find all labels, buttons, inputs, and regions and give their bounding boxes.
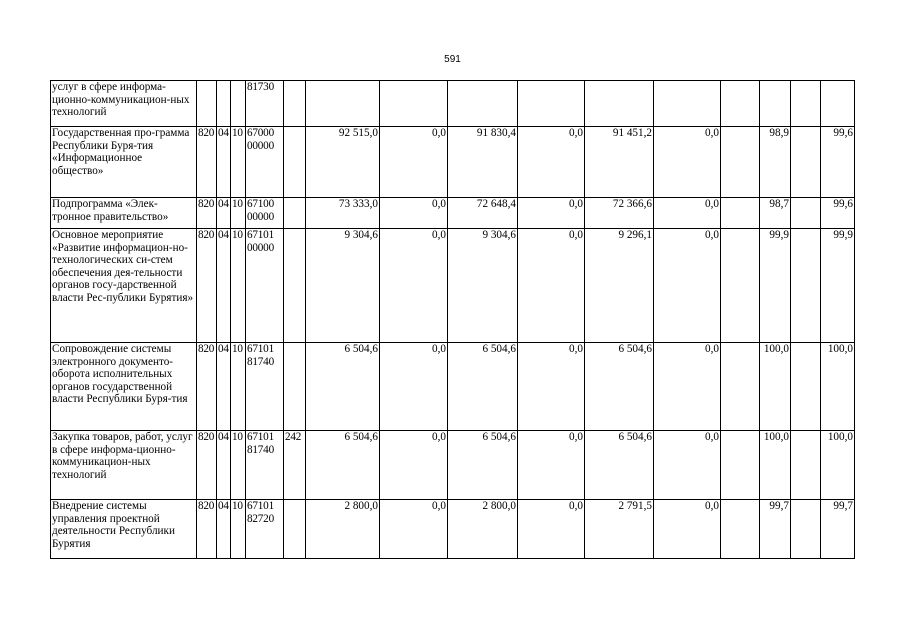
executed-amount-cell: 91 451,2 xyxy=(585,127,654,198)
section-code-cell: 04 xyxy=(217,198,231,229)
expense-type-code-cell xyxy=(284,229,306,343)
target-item-code-cell: 67100 00000 xyxy=(246,198,284,229)
budget-table xyxy=(50,80,855,559)
item-name-cell: Внедрение системы управления проектной деятельности Республики Бурятия xyxy=(51,500,197,559)
executed-federal-cell xyxy=(654,81,721,127)
table-row xyxy=(51,127,855,198)
empty-cell xyxy=(791,431,821,500)
schedule-federal-cell: 0,0 xyxy=(518,198,585,229)
empty-cell xyxy=(721,127,760,198)
ministry-code-cell: 820 xyxy=(197,127,217,198)
table-row xyxy=(51,229,855,343)
execution-percent-schedule-cell: 99,6 xyxy=(821,198,855,229)
empty-cell xyxy=(791,198,821,229)
budget-schedule-cell: 91 830,4 xyxy=(448,127,518,198)
budget-schedule-cell: 6 504,6 xyxy=(448,343,518,431)
expense-type-code-cell xyxy=(284,343,306,431)
expense-type-code-cell xyxy=(284,198,306,229)
approved-amount-cell: 2 800,0 xyxy=(306,500,380,559)
empty-cell xyxy=(791,127,821,198)
subsection-code-cell: 10 xyxy=(231,431,246,500)
empty-cell xyxy=(791,500,821,559)
target-item-code-cell: 67101 00000 xyxy=(246,229,284,343)
execution-percent-cell xyxy=(760,81,791,127)
subsection-code-cell: 10 xyxy=(231,500,246,559)
empty-cell xyxy=(791,229,821,343)
budget-schedule-cell: 6 504,6 xyxy=(448,431,518,500)
executed-amount-cell xyxy=(585,81,654,127)
expense-type-code-cell xyxy=(284,500,306,559)
approved-federal-cell: 0,0 xyxy=(380,343,448,431)
empty-cell xyxy=(721,81,760,127)
execution-percent-schedule-cell: 99,9 xyxy=(821,229,855,343)
subsection-code-cell: 10 xyxy=(231,198,246,229)
approved-amount-cell: 6 504,6 xyxy=(306,431,380,500)
executed-federal-cell: 0,0 xyxy=(654,229,721,343)
section-code-cell: 04 xyxy=(217,431,231,500)
item-name-cell: Подпрограмма «Элек-тронное правительство» xyxy=(51,198,197,229)
execution-percent-schedule-cell: 100,0 xyxy=(821,343,855,431)
item-name-cell: Государственная про-грамма Республики Буря-тия «Информационное общество» xyxy=(51,127,197,198)
execution-percent-cell: 99,7 xyxy=(760,500,791,559)
item-name-cell: Основное мероприятие «Развитие информацион-но-технологических си-стем обеспечения дея-тельности органов госу-дарственной власти Рес-публики Бурятия» xyxy=(51,229,197,343)
budget-schedule-cell: 2 800,0 xyxy=(448,500,518,559)
executed-amount-cell: 9 296,1 xyxy=(585,229,654,343)
ministry-code-cell: 820 xyxy=(197,229,217,343)
execution-percent-cell: 98,9 xyxy=(760,127,791,198)
ministry-code-cell xyxy=(197,81,217,127)
section-code-cell xyxy=(217,81,231,127)
approved-federal-cell: 0,0 xyxy=(380,229,448,343)
expense-type-code-cell xyxy=(284,127,306,198)
approved-amount-cell: 9 304,6 xyxy=(306,229,380,343)
table-row xyxy=(51,81,855,127)
table-row xyxy=(51,431,855,500)
item-name-cell: Закупка товаров, работ, услуг в сфере информа-ционно-коммуникацион-ных технологий xyxy=(51,431,197,500)
executed-amount-cell: 2 791,5 xyxy=(585,500,654,559)
execution-percent-schedule-cell xyxy=(821,81,855,127)
approved-federal-cell: 0,0 xyxy=(380,127,448,198)
empty-cell xyxy=(791,343,821,431)
empty-cell xyxy=(791,81,821,127)
schedule-federal-cell: 0,0 xyxy=(518,500,585,559)
schedule-federal-cell: 0,0 xyxy=(518,127,585,198)
ministry-code-cell: 820 xyxy=(197,500,217,559)
executed-federal-cell: 0,0 xyxy=(654,343,721,431)
approved-federal-cell: 0,0 xyxy=(380,431,448,500)
approved-amount-cell: 73 333,0 xyxy=(306,198,380,229)
budget-schedule-cell: 9 304,6 xyxy=(448,229,518,343)
table-row xyxy=(51,500,855,559)
approved-federal-cell: 0,0 xyxy=(380,198,448,229)
execution-percent-cell: 100,0 xyxy=(760,343,791,431)
subsection-code-cell: 10 xyxy=(231,343,246,431)
approved-federal-cell xyxy=(380,81,448,127)
target-item-code-cell: 67101 81740 xyxy=(246,431,284,500)
section-code-cell: 04 xyxy=(217,127,231,198)
schedule-federal-cell: 0,0 xyxy=(518,431,585,500)
empty-cell xyxy=(721,500,760,559)
execution-percent-schedule-cell: 99,7 xyxy=(821,500,855,559)
item-name-cell: услуг в сфере информа-ционно-коммуникацион-ных технологий xyxy=(51,81,197,127)
section-code-cell: 04 xyxy=(217,229,231,343)
executed-federal-cell: 0,0 xyxy=(654,500,721,559)
executed-amount-cell: 6 504,6 xyxy=(585,343,654,431)
expense-type-code-cell: 242 xyxy=(284,431,306,500)
execution-percent-cell: 98,7 xyxy=(760,198,791,229)
executed-federal-cell: 0,0 xyxy=(654,431,721,500)
empty-cell xyxy=(721,229,760,343)
approved-amount-cell: 6 504,6 xyxy=(306,343,380,431)
target-item-code-cell: 67000 00000 xyxy=(246,127,284,198)
expense-type-code-cell xyxy=(284,81,306,127)
execution-percent-schedule-cell: 99,6 xyxy=(821,127,855,198)
ministry-code-cell: 820 xyxy=(197,343,217,431)
schedule-federal-cell: 0,0 xyxy=(518,343,585,431)
ministry-code-cell: 820 xyxy=(197,198,217,229)
subsection-code-cell xyxy=(231,81,246,127)
execution-percent-cell: 99,9 xyxy=(760,229,791,343)
schedule-federal-cell xyxy=(518,81,585,127)
target-item-code-cell: 67101 82720 xyxy=(246,500,284,559)
subsection-code-cell: 10 xyxy=(231,127,246,198)
ministry-code-cell: 820 xyxy=(197,431,217,500)
target-item-code-cell: 67101 81740 xyxy=(246,343,284,431)
approved-amount-cell xyxy=(306,81,380,127)
empty-cell xyxy=(721,431,760,500)
approved-federal-cell: 0,0 xyxy=(380,500,448,559)
schedule-federal-cell: 0,0 xyxy=(518,229,585,343)
execution-percent-cell: 100,0 xyxy=(760,431,791,500)
target-item-code-cell: 81730 xyxy=(246,81,284,127)
section-code-cell: 04 xyxy=(217,343,231,431)
table-row xyxy=(51,343,855,431)
table-row xyxy=(51,198,855,229)
executed-amount-cell: 6 504,6 xyxy=(585,431,654,500)
budget-schedule-cell xyxy=(448,81,518,127)
subsection-code-cell: 10 xyxy=(231,229,246,343)
empty-cell xyxy=(721,343,760,431)
budget-schedule-cell: 72 648,4 xyxy=(448,198,518,229)
empty-cell xyxy=(721,198,760,229)
item-name-cell: Сопровождение системы электронного документо-оборота исполнительных органов государственной власти Республики Буря-тия xyxy=(51,343,197,431)
executed-amount-cell: 72 366,6 xyxy=(585,198,654,229)
execution-percent-schedule-cell: 100,0 xyxy=(821,431,855,500)
executed-federal-cell: 0,0 xyxy=(654,198,721,229)
executed-federal-cell: 0,0 xyxy=(654,127,721,198)
section-code-cell: 04 xyxy=(217,500,231,559)
page-number: 591 xyxy=(444,54,461,65)
approved-amount-cell: 92 515,0 xyxy=(306,127,380,198)
